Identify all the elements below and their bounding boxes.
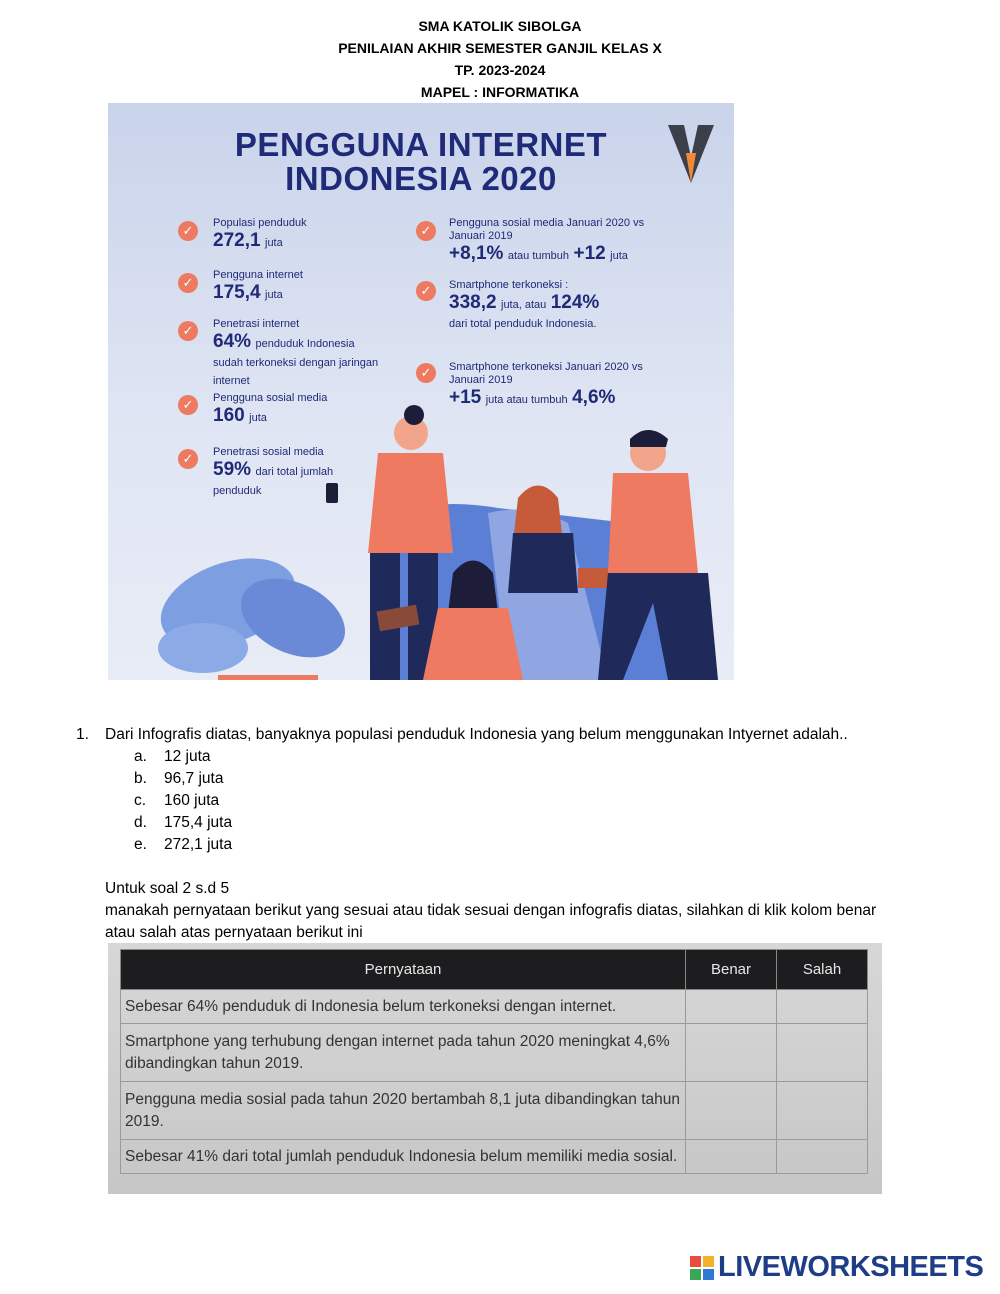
statement-table [120, 949, 868, 1174]
stat-value: +15 [449, 387, 482, 408]
option-text: 12 juta [164, 748, 211, 765]
stat-population [213, 217, 413, 252]
option-b[interactable] [134, 768, 223, 790]
header-statement: Pernyataan [121, 950, 686, 990]
stat-label: Smartphone terkoneksi Januari 2020 vs Januari 2019 [449, 361, 643, 386]
false-cell[interactable] [777, 990, 868, 1024]
stat-value-2: 124% [550, 292, 600, 313]
option-letter: a. [134, 748, 147, 765]
stat-value: 175,4 [213, 282, 261, 303]
option-letter: b. [134, 770, 147, 787]
liveworksheets-logo [690, 1251, 983, 1284]
statement-table-image [108, 943, 882, 1194]
option-letter: e. [134, 836, 147, 853]
stat-value: 272,1 [213, 230, 261, 251]
stat-unit: juta [265, 289, 283, 301]
option-a[interactable] [134, 746, 211, 768]
table-row [121, 1140, 868, 1174]
infographic-title-line1: PENGGUNA INTERNET [234, 126, 608, 163]
stat-unit-2: dari total penduduk Indonesia. [449, 318, 597, 330]
instruction-line-2: atau salah atas pernyataan berikut ini [105, 924, 363, 941]
stat-label: Pengguna sosial media Januari 2020 vs Januari 2019 [449, 217, 645, 242]
statement-text: Pengguna media sosial pada tahun 2020 bertambah 8,1 juta dibandingkan tahun 2019. [121, 1082, 686, 1140]
stat-value: 160 [213, 405, 245, 426]
stat-label: Smartphone terkoneksi : [449, 279, 569, 291]
people-illustration [108, 403, 734, 680]
check-icon: ✓ [178, 273, 198, 293]
question-1-number: 1. [76, 726, 89, 743]
stat-value: 338,2 [449, 292, 497, 313]
true-cell[interactable] [686, 990, 777, 1024]
stat-unit: juta atau tumbuh [485, 394, 568, 406]
instruction-line-1: manakah pernyataan berikut yang sesuai atau tidak sesuai dengan infografis diatas, silahkan di klik kolom benar [105, 902, 877, 919]
subject: MAPEL : INFORMATIKA [420, 84, 580, 100]
stat-unit: juta, atau [501, 299, 547, 311]
statement-text: Sebesar 64% penduduk di Indonesia belum terkoneksi dengan internet. [121, 990, 686, 1024]
table-row [121, 1024, 868, 1082]
option-letter: c. [134, 792, 147, 809]
false-cell[interactable] [777, 1024, 868, 1082]
stat-label: Penetrasi sosial media [213, 446, 324, 458]
stat-label: Penetrasi internet [213, 318, 300, 330]
false-cell[interactable] [777, 1140, 868, 1174]
header-false: Salah [777, 950, 868, 990]
stat-unit: dari total jumlah penduduk [213, 466, 334, 497]
statement-text: Smartphone yang terhubung dengan internet pada tahun 2020 meningkat 4,6% dibandingkan tahun 2019. [121, 1024, 686, 1082]
school-name: SMA KATOLIK SIBOLGA [418, 18, 582, 34]
statement-text: Sebesar 41% dari total jumlah penduduk Indonesia belum memiliki media sosial. [121, 1140, 686, 1174]
stat-value: 59% [213, 459, 252, 480]
check-icon: ✓ [416, 221, 436, 241]
school-year: TP. 2023-2024 [454, 62, 546, 78]
document-header [0, 15, 1000, 103]
stat-value-2: 4,6% [572, 387, 616, 408]
stat-smartphones [449, 279, 619, 332]
option-text: 96,7 juta [164, 770, 224, 787]
option-e[interactable] [134, 834, 232, 856]
check-icon: ✓ [416, 363, 436, 383]
stat-internet-users [213, 269, 413, 304]
option-letter: d. [134, 814, 147, 831]
true-cell[interactable] [686, 1082, 777, 1140]
true-cell[interactable] [686, 1140, 777, 1174]
brand-name: LIVEWORKSHEETS [718, 1251, 984, 1283]
question-1-text: Dari Infografis diatas, banyaknya populasi penduduk Indonesia yang belum menggunakan Intyernet adalah.. [105, 726, 848, 743]
option-text: 272,1 juta [164, 836, 233, 853]
instruction-heading: Untuk soal 2 s.d 5 [105, 880, 230, 897]
header-true: Benar [686, 950, 777, 990]
check-icon: ✓ [178, 449, 198, 469]
stat-label: Pengguna internet [213, 269, 303, 281]
stat-unit: penduduk Indonesia sudah terkoneksi dengan jaringan internet [213, 338, 379, 387]
stat-unit: juta [265, 237, 283, 249]
check-icon: ✓ [178, 321, 198, 341]
stat-value: 64% [213, 331, 252, 352]
check-icon: ✓ [416, 281, 436, 301]
check-icon: ✓ [178, 395, 198, 415]
stat-label: Populasi penduduk [213, 217, 307, 229]
true-cell[interactable] [686, 1024, 777, 1082]
stat-unit-2: juta [610, 250, 628, 262]
liveworksheets-icon [690, 1256, 714, 1280]
infographic [108, 103, 734, 680]
stat-internet-penetration [213, 318, 383, 389]
false-cell[interactable] [777, 1082, 868, 1140]
stat-smartphone-growth [449, 361, 649, 409]
stat-value: +8,1% [449, 243, 504, 264]
option-d[interactable] [134, 812, 232, 834]
option-text: 175,4 juta [164, 814, 233, 831]
option-text: 160 juta [164, 792, 220, 809]
option-c[interactable] [134, 790, 219, 812]
stat-unit: atau tumbuh [507, 250, 570, 262]
table-row [121, 1082, 868, 1140]
stat-label: Pengguna sosial media [213, 392, 328, 404]
v-logo-icon [668, 123, 714, 185]
infographic-title [108, 128, 734, 196]
stat-social-growth [449, 217, 659, 265]
table-row [121, 990, 868, 1024]
infographic-title-line2: INDONESIA 2020 [285, 160, 557, 197]
stat-unit: juta [249, 412, 267, 424]
stat-value-2: +12 [573, 243, 606, 264]
exam-title: PENILAIAN AKHIR SEMESTER GANJIL KELAS X [338, 40, 662, 56]
check-icon: ✓ [178, 221, 198, 241]
